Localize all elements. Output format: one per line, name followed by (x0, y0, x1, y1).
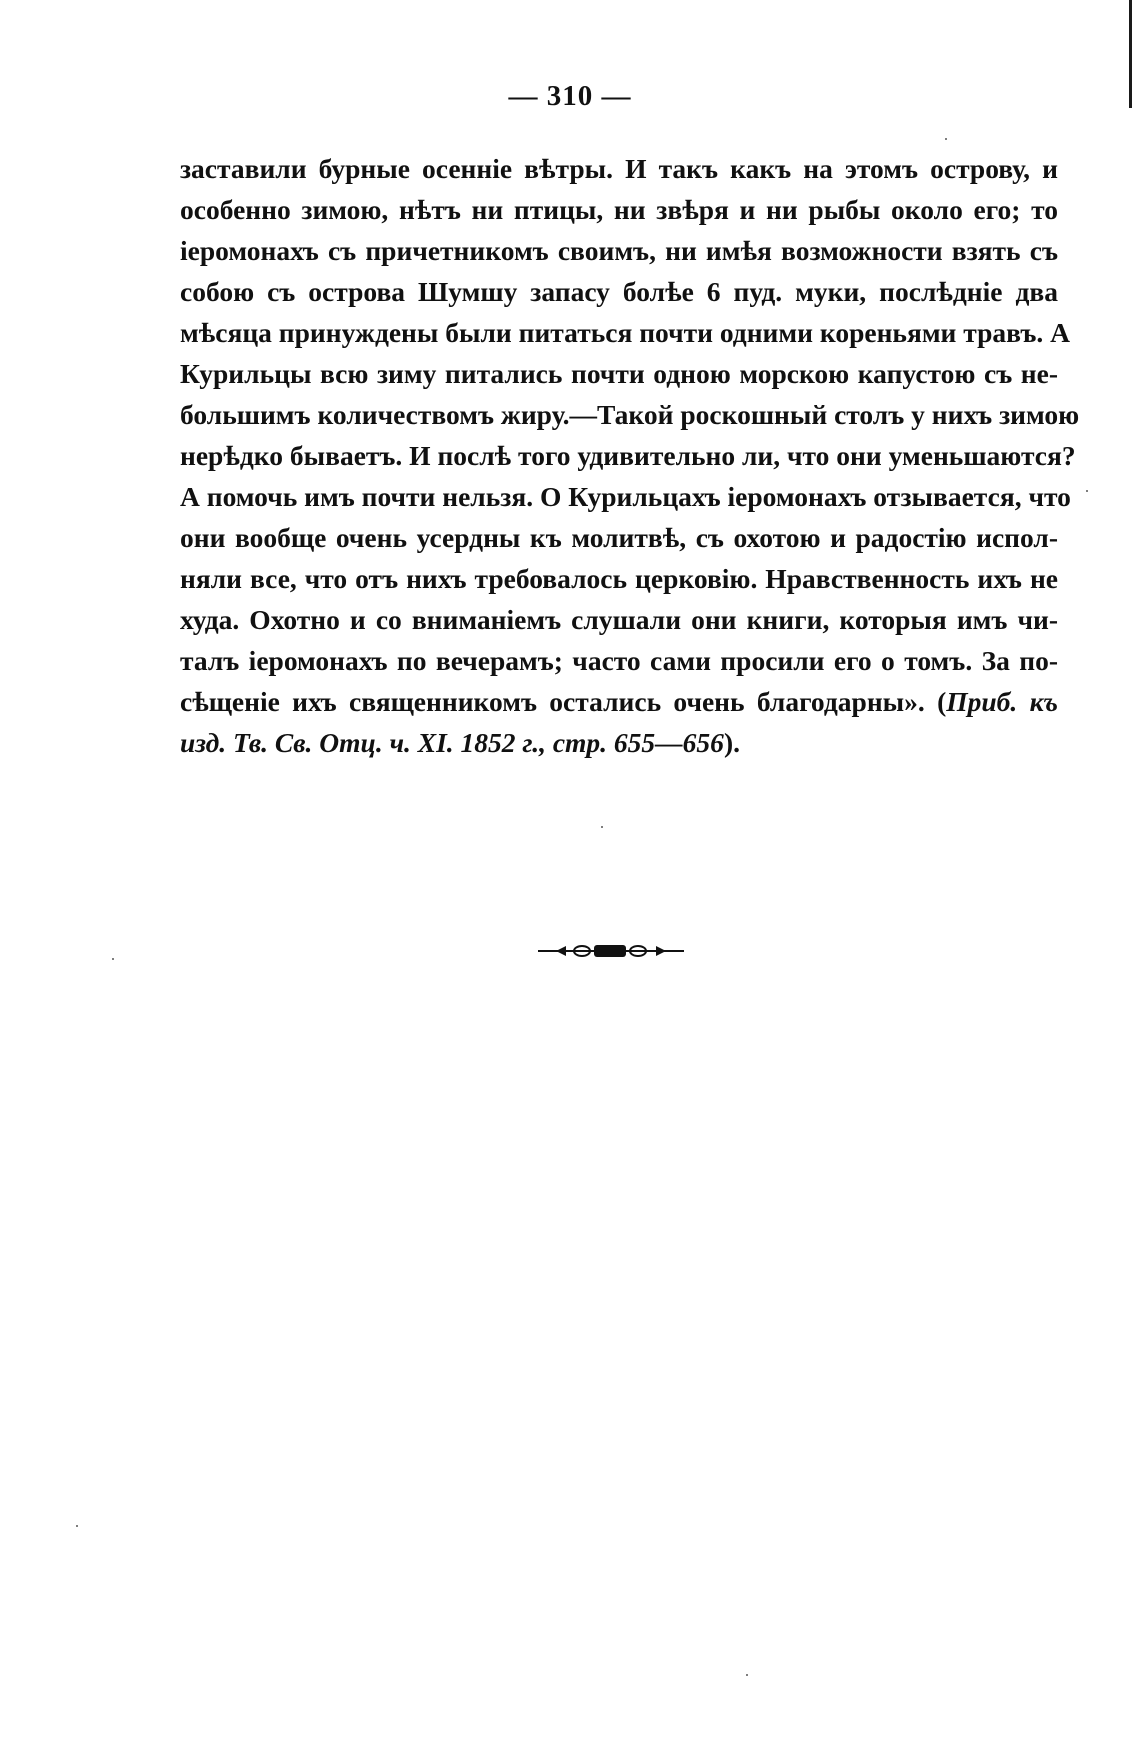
paper-speck (1086, 490, 1088, 492)
text-line: нерѣдко бываетъ. И послѣ того удивительно ли, что они уменьшаются? (180, 440, 1076, 471)
section-end-ornament (538, 940, 684, 962)
paper-speck (746, 1674, 748, 1676)
paper-speck (76, 1525, 78, 1527)
text-line: няли все, что отъ нихъ требовалось церковію. Нравственность ихъ не (180, 563, 1058, 594)
text-line: мѣсяца принуждены были питаться почти одними кореньями травъ. А (180, 317, 1070, 348)
text-line-with-reference (180, 681, 1058, 722)
citation-line (180, 722, 1058, 763)
paper-speck (601, 826, 603, 828)
text-line: заставили бурные осенніе вѣтры. И такъ какъ на этомъ острову, и (180, 153, 1058, 184)
citation-reference-start: Приб. къ (946, 686, 1058, 717)
text-line: Курильцы всю зиму питались почти одною морскою капустою съ не- (180, 358, 1058, 389)
text-line: А помочь имъ почти нельзя. О Курильцахъ іеромонахъ отзывается, что (180, 481, 1071, 512)
text-segment: сѣщеніе ихъ священникомъ остались очень благодарны». ( (180, 686, 947, 717)
citation-reference: изд. Тв. Св. Отц. ч. XI. 1852 г., стр. 655—656 (180, 727, 724, 758)
body-text (180, 148, 1080, 763)
page-number: — 310 — (508, 80, 632, 112)
paper-speck (112, 958, 114, 960)
text-line: они вообще очень усердны къ молитвѣ, съ охотою и радостію испол- (180, 522, 1058, 553)
text-line: талъ іеромонахъ по вечерамъ; часто сами просили его о томъ. За по- (180, 645, 1058, 676)
text-line: собою съ острова Шумшу запасу болѣе 6 пуд. муки, послѣдніе два (180, 276, 1058, 307)
text-line: большимъ количествомъ жиру.—Такой роскошный столъ у нихъ зимою (180, 399, 1080, 430)
citation-close: ). (723, 727, 740, 758)
text-line: особенно зимою, нѣтъ ни птицы, ни звѣря и ни рыбы около его; то (180, 194, 1058, 225)
text-line: іеромонахъ съ причетникомъ своимъ, ни имѣя возможности взять съ (180, 235, 1058, 266)
text-line: худа. Охотно и со вниманіемъ слушали они книги, которыя имъ чи- (180, 604, 1058, 635)
paper-speck (945, 138, 947, 140)
